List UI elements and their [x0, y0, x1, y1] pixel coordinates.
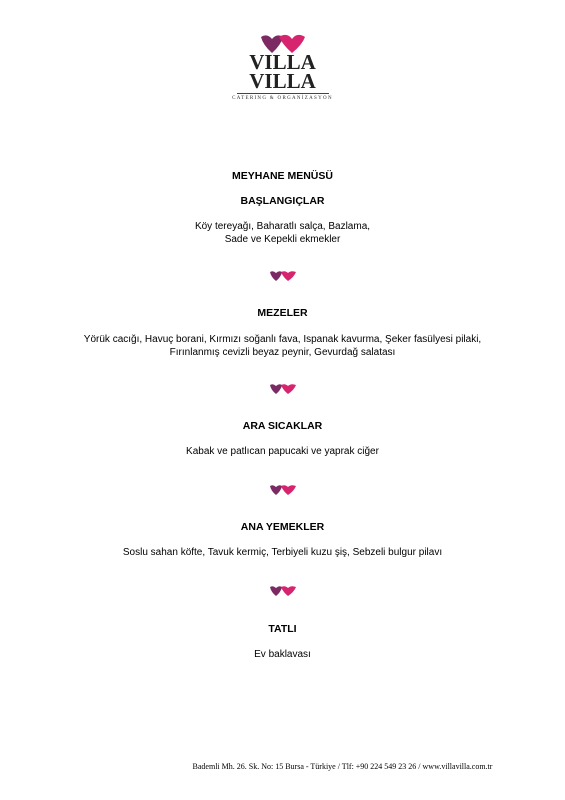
logo-word-1: VILLA: [249, 50, 316, 74]
section-heading-ana-yemekler: ANA YEMEKLER: [240, 521, 325, 533]
menu-title: MEYHANE MENÜSÜ: [232, 170, 333, 182]
section-text-line: Yörük cacığı, Havuç borani, Kırmızı soğanlı fava, Ispanak kavurma, Şeker fasülyesi pilaki,: [83, 334, 482, 345]
section-text-line: Fırınlanmış cevizli beyaz peynir, Gevurdağ salatası: [169, 347, 396, 358]
logo-divider: [237, 93, 329, 94]
section-text-line: Soslu sahan köfte, Tavuk kermiç, Terbiyeli kuzu şiş, Sebzeli bulgur pilavı: [122, 547, 443, 558]
section-text-line: Köy tereyağı, Baharatlı salça, Bazlama,: [194, 221, 371, 232]
section-text-line: Kabak ve patlıcan papucaki ve yaprak ciğer: [186, 446, 379, 457]
section-heading-mezeler: MEZELER: [257, 307, 308, 319]
heart-divider-icon: [269, 484, 297, 496]
section-text-line: Ev baklavası: [254, 649, 311, 660]
heart-divider-icon: [269, 383, 297, 395]
section-heading-baslangiclar: BAŞLANGIÇLAR: [240, 195, 325, 207]
heart-divider-icon: [269, 585, 297, 597]
brand-logo: [0, 30, 565, 120]
section-heading-ara-sicaklar: ARA SICAKLAR: [242, 420, 323, 432]
logo-tagline: CATERING & ORGANİZASYON: [232, 96, 333, 101]
logo-word-2: VILLA: [249, 69, 316, 93]
section-text-line: Sade ve Kepekli ekmekler: [224, 234, 341, 245]
section-heading-tatli: TATLI: [268, 623, 297, 635]
heart-divider-icon: [269, 270, 297, 282]
footer-contact: Bademli Mh. 26. Sk. No: 15 Bursa - Türkiye / Tlf: +90 224 549 23 26 / www.villavilla.com.tr: [192, 762, 493, 771]
